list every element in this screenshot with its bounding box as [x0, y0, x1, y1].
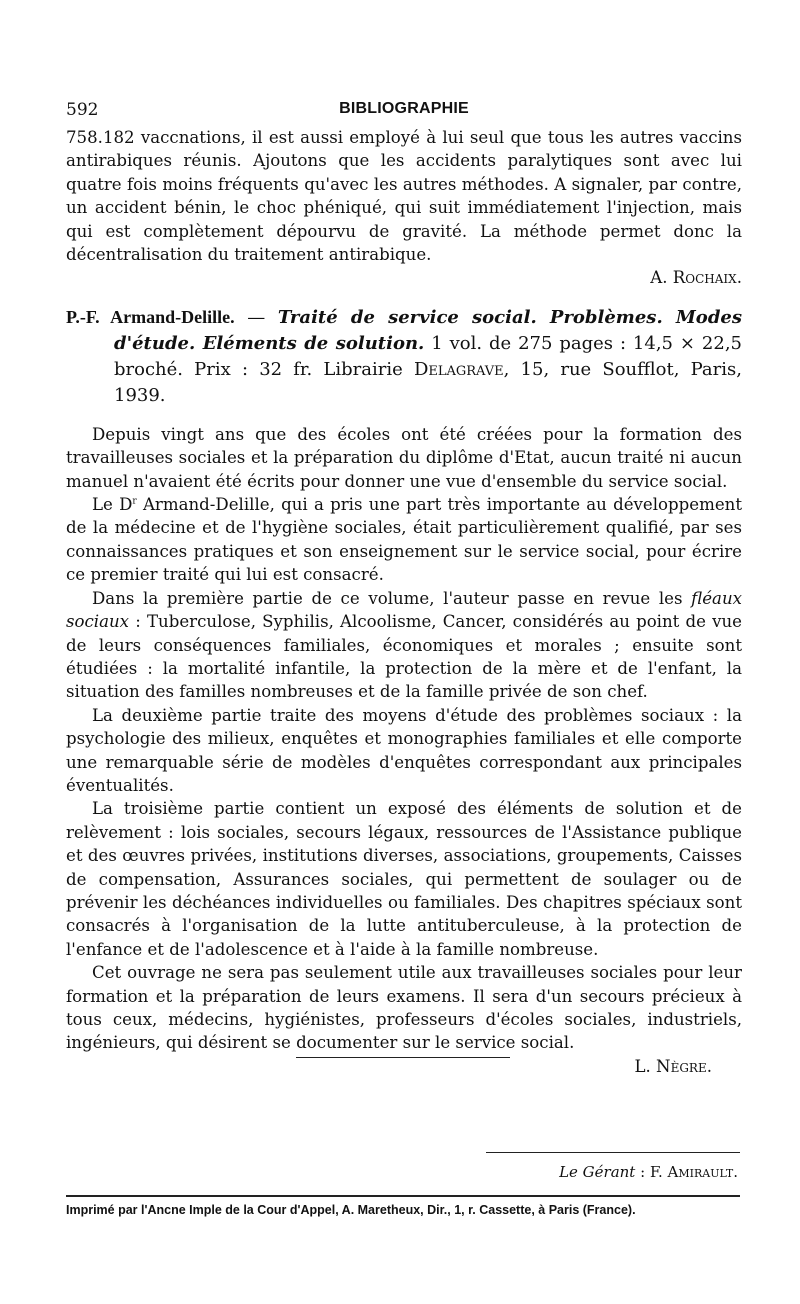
page-header [66, 100, 742, 126]
entry-publisher: Delagrave [413, 358, 504, 380]
previous-review-text: 758.182 vaccnations, il est aussi employé à lui seul que tous les autres vaccins antirabiques réunis. Ajoutons que les accidents paralytiques sont avec lui quatre fois moins fréquents qu'avec les autres méthodes. A signaler, par contre, un accident bénin, le choc phéniqué, qui suit immédiatement l'injection, mais qui est complètement dépourvu de gravité. La méthode permet donc la décentralisation du traitement antirabique. [66, 128, 742, 265]
review-p3-italic: fléaux sociaux [66, 588, 742, 632]
previous-review-signature-line [66, 266, 742, 289]
review-p2-start: Le D [92, 495, 133, 515]
gerant-sep: : [635, 1163, 650, 1181]
review-p2-rest: Armand-Delille, qui a pris une part très importante au développement de la médecine et de l'hygiène sociales, était particulièrement qualifié, par ses connaissances pratiques et son enseignement sur le service social, pour écrire ce premier traité qui lui est consacré. [66, 495, 742, 585]
gerant-line [559, 1163, 738, 1181]
review-p3-start: Dans la première partie de ce volume, l'auteur passe en revue les [92, 588, 692, 608]
review-body [66, 423, 742, 1078]
gerant-label: Le Gérant [559, 1163, 636, 1181]
entry-author: P.-F. Armand-Delille. [66, 306, 235, 327]
previous-review-signature: A. Rochaix. [650, 268, 742, 288]
review-paragraph-2 [66, 493, 742, 587]
review-paragraph-4: La deuxième partie traite des moyens d'étude des problèmes sociaux : la psychologie des milieux, enquêtes et monographies familiales et elle comporte une remarquable série de modèles d'enquêtes correspondant aux principales éventualités. [66, 705, 742, 795]
document-page [66, 100, 742, 1078]
entry-title: Traité de service social. Problèmes. Modes d'étude. Eléments de solution. [114, 306, 742, 354]
gerant-rule [486, 1152, 740, 1153]
review-signature-line [66, 1055, 742, 1078]
entry-details-2: , 15, rue Soufflot, Paris, 1939. [114, 358, 742, 406]
review-p3-rest: : Tuberculose, Syphilis, Alcoolisme, Cancer, considérés au point de vue de leurs conséquences familiales, économiques et morales ; ensuite sont étudiées : la mortalité infantile, la protection de la mère et de l'enfant, la situation des familles nombreuses et de la famille privée de son chef. [66, 612, 742, 702]
review-p2-sup: r [132, 496, 137, 507]
review-paragraph-5: La troisième partie contient un exposé des éléments de solution et de relèvement : lois sociales, secours légaux, ressources de l'Assistance publique et des œuvres privées, institutions diverses, associations, groupements, Caisses de compensation, Assurances sociales, qui permettent de soulager ou de prévenir les déchéances individuelles ou familiales. Des chapitres spéciaux sont consacrés à l'organisation de la lutte antituberculeuse, à la protection de l'enfance et de l'adolescence et à l'aide à la famille nombreuse. [66, 799, 742, 959]
bibliography-entry [66, 304, 742, 409]
review-paragraph-1: Depuis vingt ans que des écoles ont été créées pour la formation des travailleuses sociales et la préparation du diplôme d'Etat, aucun traité ni aucun manuel n'avaient été écrits pour donner une vue d'ensemble du service social. [66, 424, 742, 491]
review-paragraph-3 [66, 587, 742, 704]
entry-details-1: 1 vol. de 275 pages : 14,5 × 22,5 broché. Prix : 32 fr. Librairie [114, 332, 743, 380]
entry-dash: — [234, 306, 278, 328]
review-paragraph-6: Cet ouvrage ne sera pas seulement utile aux travailleuses sociales pour leur formation et la préparation de leurs examens. Il sera d'un secours précieux à tous ceux, médecins, hygiénistes, professeurs d'écoles sociales, industriels, ingénieurs, qui désirent se documenter sur le service social. [66, 963, 742, 1053]
section-divider [296, 1057, 510, 1058]
review-signature: L. Nègre. [634, 1056, 712, 1076]
page-number: 592 [66, 100, 99, 120]
printer-imprint: Imprimé par l'Ancne Imple de la Cour d'Appel, A. Maretheux, Dir., 1, r. Cassette, à Paris (France). [66, 1203, 636, 1217]
footer-rule [66, 1195, 740, 1197]
running-title: BIBLIOGRAPHIE [339, 100, 469, 117]
gerant-name: F. Amirault. [649, 1163, 738, 1181]
